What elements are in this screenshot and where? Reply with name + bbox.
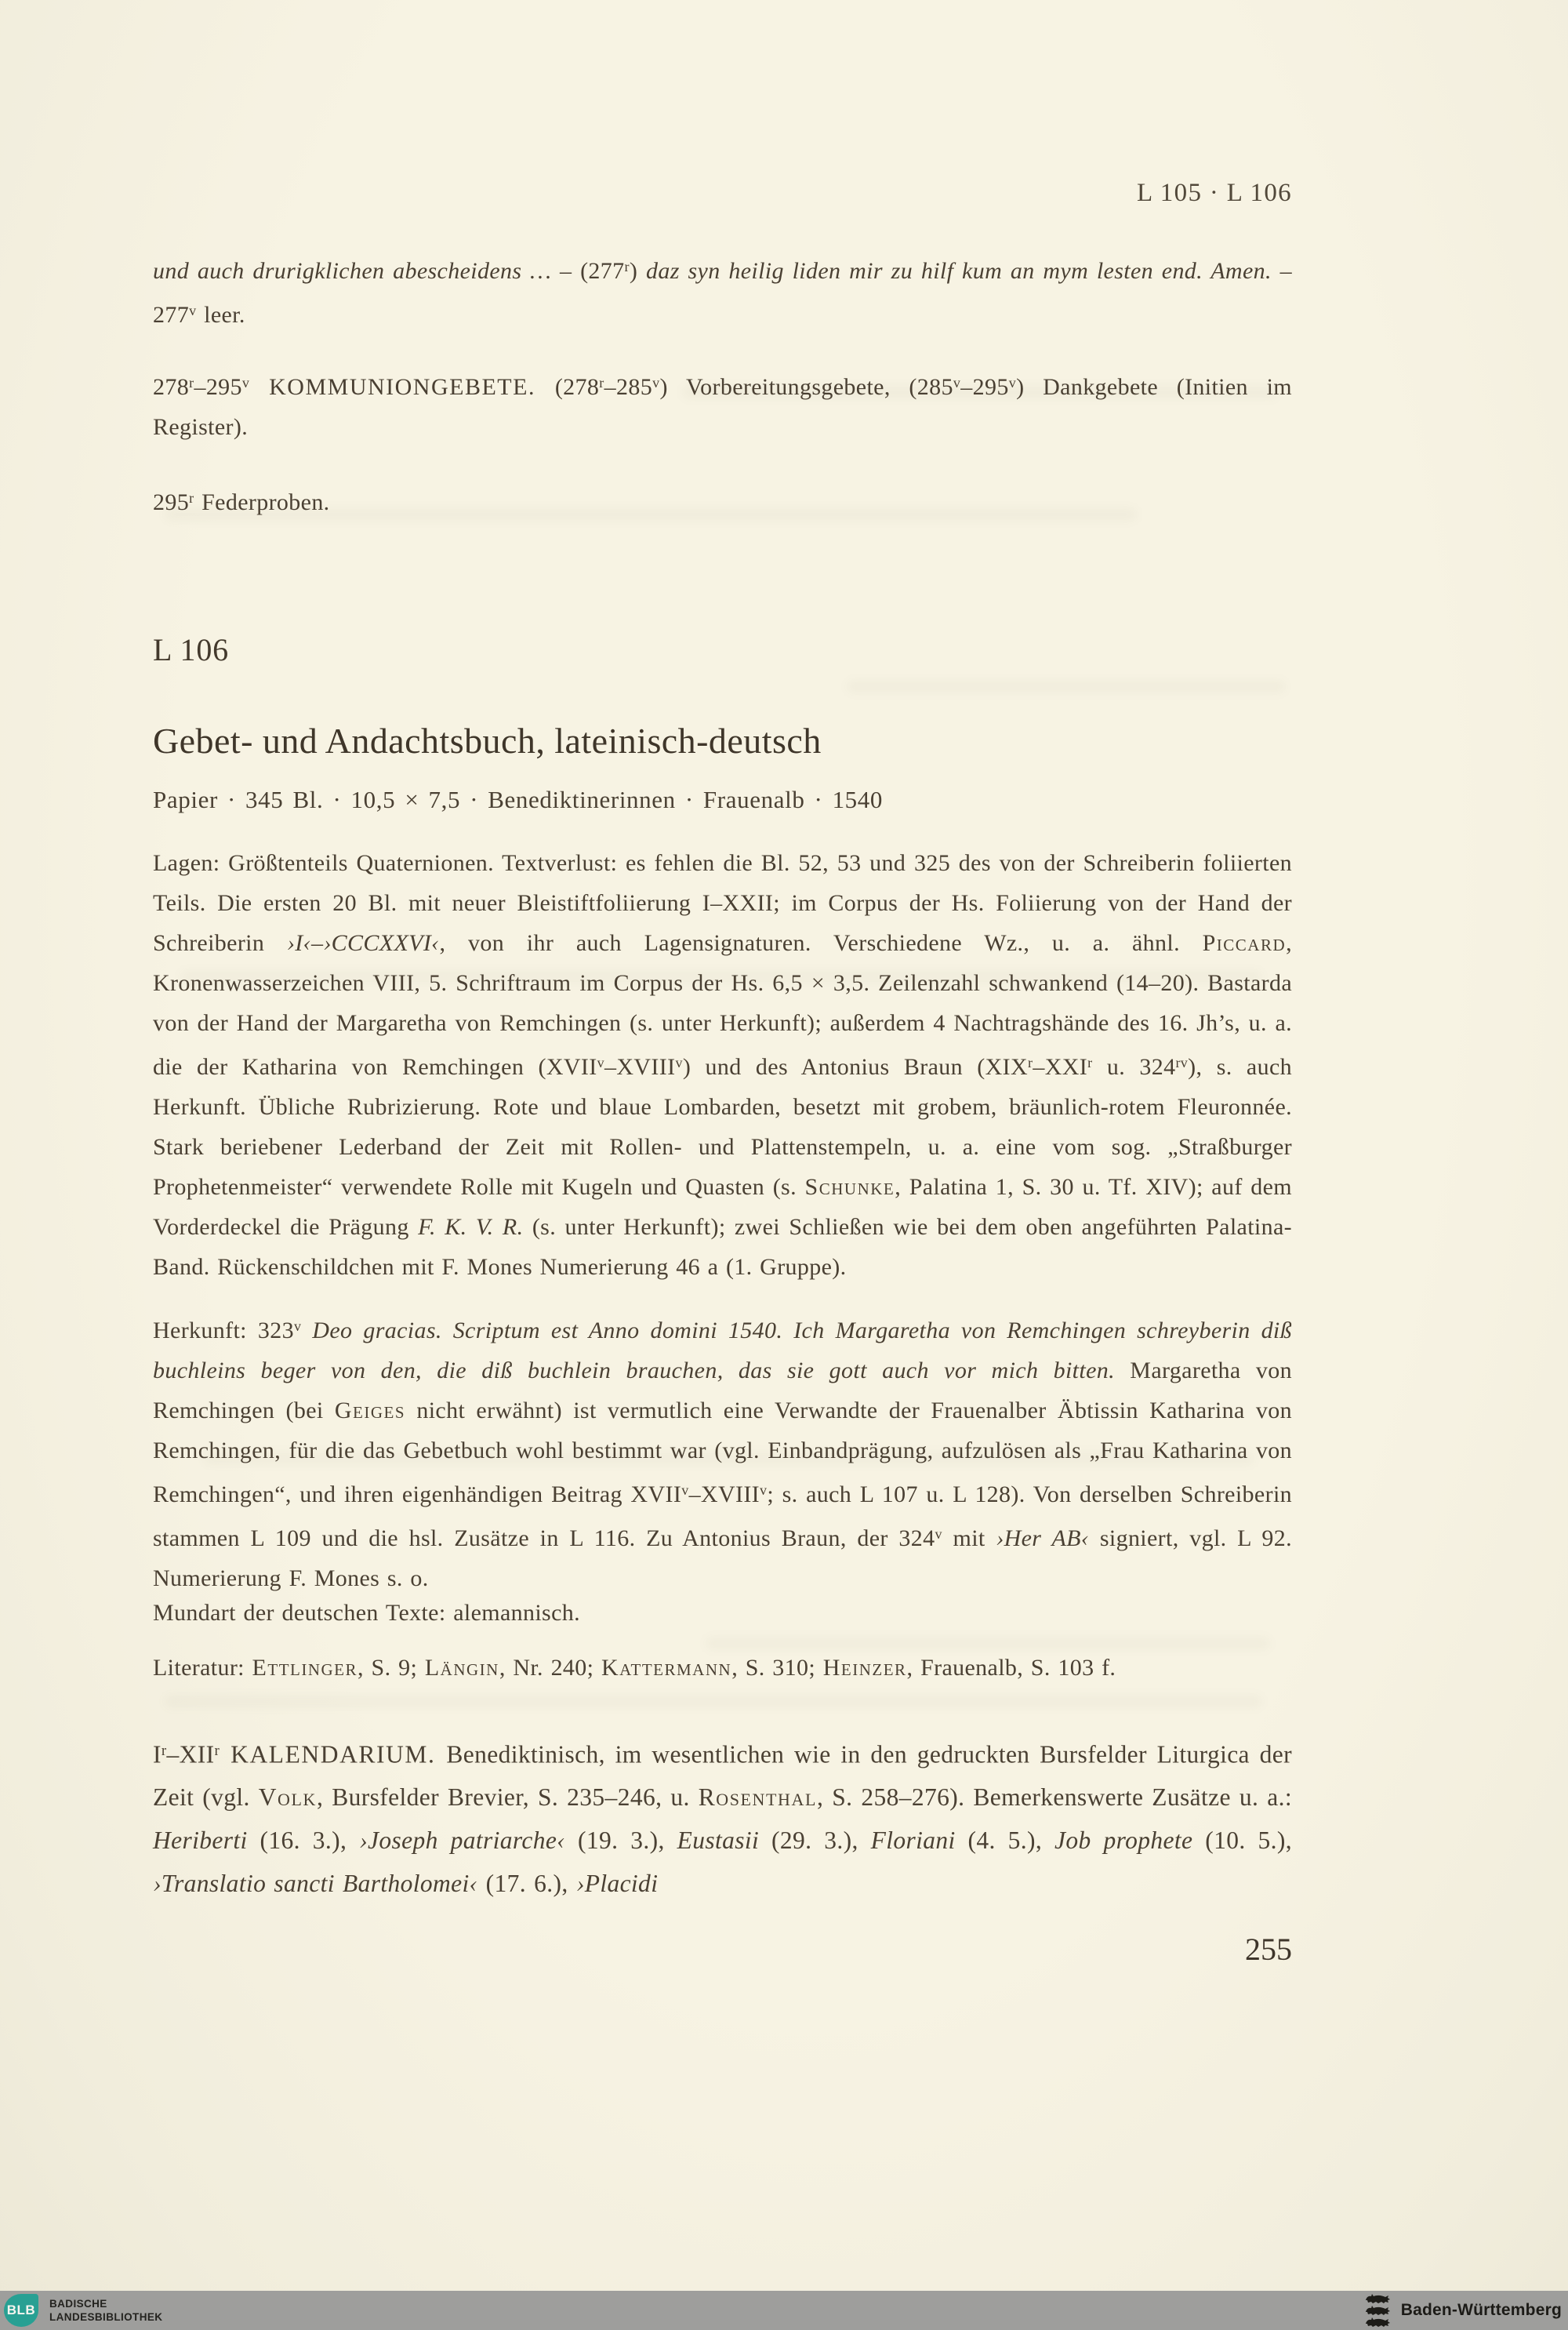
blb-library-name-line1: BADISCHE (49, 2298, 107, 2310)
baden-wuerttemberg-lions-icon (1363, 2292, 1392, 2328)
page-number: 255 (1245, 1932, 1292, 1967)
baden-wuerttemberg-label: Baden-Württemberg (1400, 2301, 1562, 2319)
running-head: L 105 · L 106 (1136, 179, 1292, 207)
entry-number-heading: L 106 (153, 632, 229, 667)
blb-library-name (49, 2297, 162, 2324)
bleed-through-artifact (165, 1696, 1262, 1707)
herkunft-paragraph: Herkunft: 323$^v$ Deo gracias. Scriptum est Anno domini 1540. Ich Margaretha von Remchingen schreyberin diß buchleins beger von den, die diß buchlein brauchen, das sie gott auch vor mich bitten. Margaretha von Remchingen (bei Geiges nicht erwähnt) ist vermutlich eine Verwandte der Frauenalber Äbtissin Katharina von Remchingen, für die das Gebetbuch wohl bestimmt war (vgl. Einbandprägung, aufzulösen als „Frau Katharina von Remchingen“, und ihren eigenhändigen Beitrag XVII$^v$–XVIII$^v$; s. auch L 107 u. L 128). Von derselben Schreiberin stammen L 109 und die hsl. Zusätze in L 116. Zu Antonius Braun, der 324$^v$ mit ›Her AB‹ signiert, vgl. L 92. Numerierung F. Mones s. o. (153, 1318, 1292, 1591)
viewer-footer-bar (0, 2291, 1568, 2330)
entry-title: Gebet- und Andachtsbuch, lateinisch-deutsch (153, 721, 822, 761)
baden-wuerttemberg-branding (1363, 2291, 1562, 2330)
kalendarium-paragraph: $I^r-XII^r$ KALENDARIUM. Benediktinisch, im wesentlichen wie in den gedruckten Bursfelder Liturgica der Zeit (vgl. Volk, Bursfelder Brevier, S. 235–246, u. Rosenthal, S. 258–276). Bemerkenswerte Zusätze u. a.: Heriberti (16. 3.), ›Joseph patriarche‹ (19. 3.), Eustasii (29. 3.), Floriani (4. 5.), Job prophete (10. 5.), ›Translatio sancti Bartholomei‹ (17. 6.), ›Placidi (153, 1740, 1293, 1898)
mundart-paragraph: Mundart der deutschen Texte: alemannisch. (153, 1600, 580, 1626)
literatur-paragraph: Literatur: Ettlinger, S. 9; Längin, Nr. 240; Kattermann, S. 310; Heinzer, Frauenalb, S. 103 f. (153, 1655, 1116, 1681)
blb-library-name-line2: LANDESBIBLIOTHEK (49, 2311, 163, 2323)
l105-federproben-paragraph: 295$^r$ Federproben. (153, 489, 330, 515)
lagen-paragraph: Lagen: Größtenteils Quaternionen. Textverlust: es fehlen die Bl. 52, 53 und 325 des von der Schreiberin foliierten Teils. Die ersten 20 Bl. mit neuer Bleistiftfoliierung I–XXII; im Corpus der Hs. Foliierung von der Hand der Schreiberin ›I‹–›CCCXXVI‹, von ihr auch Lagensignaturen. Verschiedene Wz., u. a. ähnl. Piccard, Kronenwasserzeichen VIII, 5. Schriftraum im Corpus der Hs. 6,5 × 3,5. Zeilenzahl schwankend (14–20). Bastarda von der Hand der Margaretha von Remchingen (s. unter Herkunft); außerdem 4 Nachtragshände des 16. Jh’s, u. a. die der Katharina von Remchingen (XVII$^v$–XVIII$^v$) und des Antonius Braun (XIX$^r$–XXI$^r$ u. $324^{rv}$), s. auch Herkunft. Übliche Rubrizierung. Rote und blaue Lombarden, besetzt mit grobem, bräunlich-rotem Fleuronnée. Stark beriebener Lederband der Zeit mit Rollen- und Plattenstempeln, u. a. eine vom sog. „Straßburger Prophetenmeister“ verwendete Rolle mit Kugeln und Quasten (s. Schunke, Palatina 1, S. 30 u. Tf. XIV); auf dem Vorderdeckel die Prägung F. K. V. R. (s. unter Herkunft); zwei Schließen wie bei dem oben angeführten Palatina-Band. Rückenschildchen mit F. Mones Numerierung 46 a (1. Gruppe). (153, 850, 1292, 1280)
entry-physical-description: Papier · 345 Bl. · 10,5 × 7,5 · Benediktinerinnen · Frauenalb · 1540 (153, 786, 884, 813)
bleed-through-artifact (847, 681, 1286, 692)
l105-explicit-paragraph: und auch drurigklichen abescheidens … – (277$^r$) daz syn heilig liden mir zu hilf kum an mym lesten end. Amen. – 277$^v$ leer. (153, 258, 1292, 328)
blb-logo-acronym: BLB (6, 2303, 36, 2317)
blb-logo (4, 2294, 38, 2327)
l105-kommuniongebete-paragraph: 278$^r$–295$^v$ KOMMUNIONGEBETE. (278$^r$–285$^v$) Vorbereitungsgebete, (285$^v$–295$^v$) Dankgebete (Initien im Register). (153, 374, 1293, 440)
